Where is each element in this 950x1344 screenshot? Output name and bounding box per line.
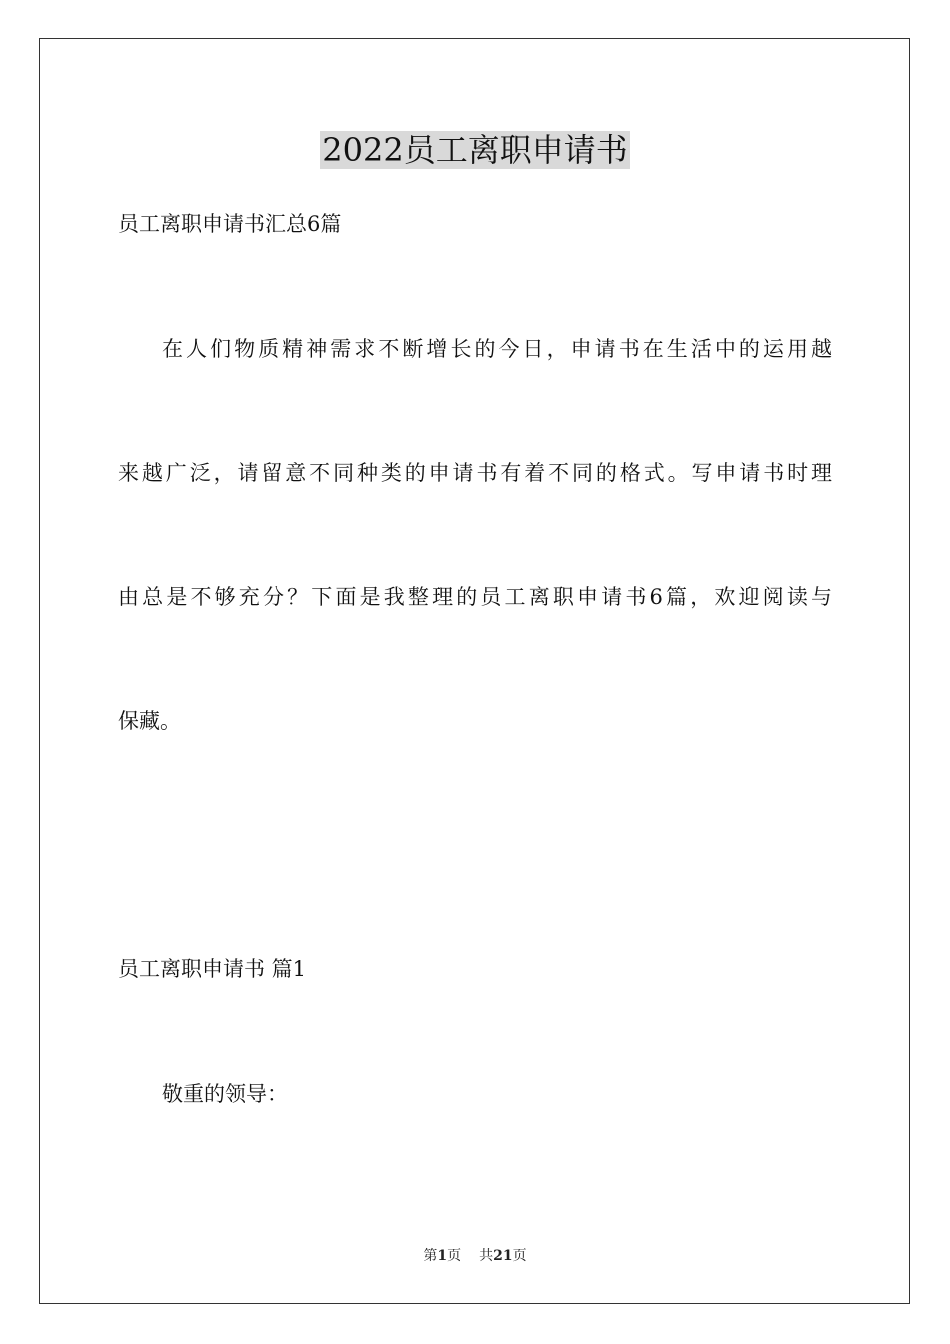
section-heading: 员工离职申请书 篇1 bbox=[118, 957, 307, 981]
page-number: 1 bbox=[437, 1248, 448, 1264]
page-suffix: 页 bbox=[447, 1248, 462, 1264]
document-title-text: 2022员工离职申请书 bbox=[322, 131, 628, 169]
document-subtitle: 员工离职申请书汇总6篇 bbox=[118, 212, 342, 236]
document-title bbox=[0, 128, 950, 172]
page-prefix: 第 bbox=[423, 1248, 438, 1264]
intro-line-3: 由总是不够充分？下面是我整理的员工离职申请书6篇，欢迎阅读与 bbox=[118, 585, 832, 609]
salutation: 敬重的领导： bbox=[162, 1082, 288, 1106]
intro-line-1: 在人们物质精神需求不断增长的今日，申请书在生活中的运用越 bbox=[162, 337, 832, 361]
intro-line-2: 来越广泛，请留意不同种类的申请书有着不同的格式。写申请书时理 bbox=[118, 461, 832, 485]
total-pages: 21 bbox=[493, 1248, 513, 1264]
total-prefix: 共 bbox=[479, 1248, 494, 1264]
total-suffix: 页 bbox=[512, 1248, 527, 1264]
intro-line-4: 保藏。 bbox=[118, 709, 181, 733]
page-footer bbox=[0, 1246, 950, 1266]
